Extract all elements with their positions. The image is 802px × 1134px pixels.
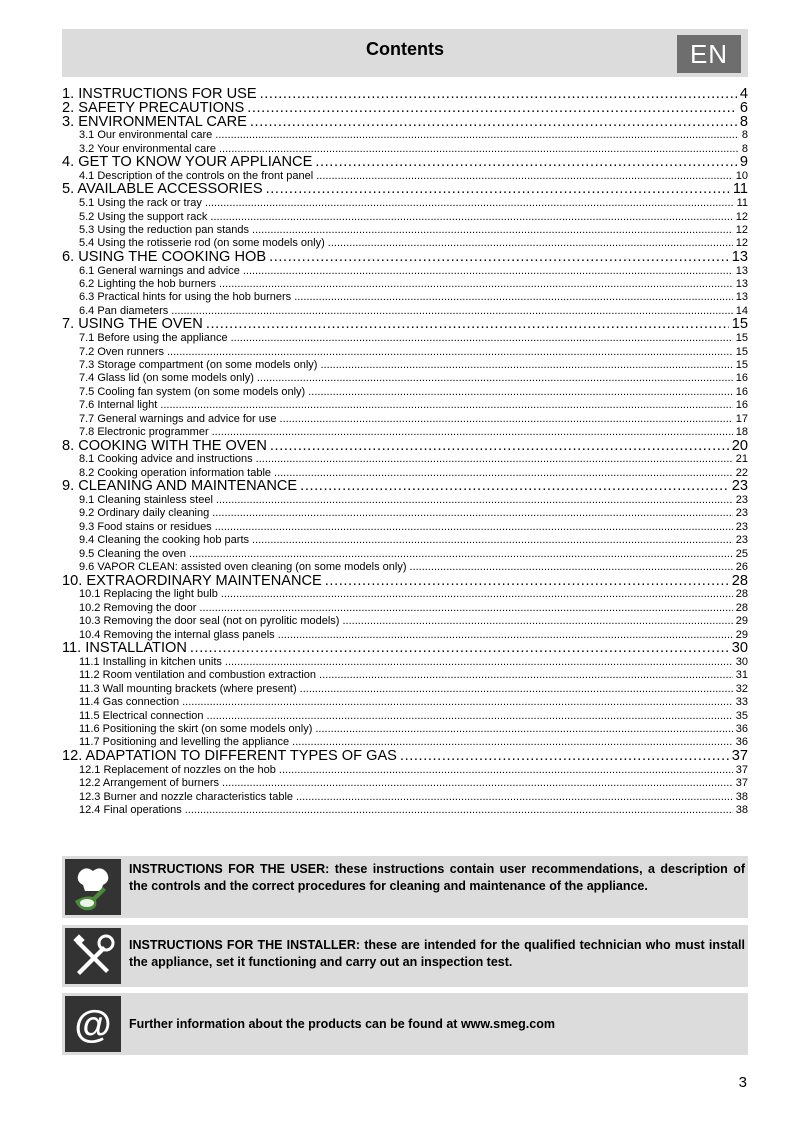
toc-leader-dots (216, 494, 733, 507)
toc-leader-dots (294, 291, 733, 304)
toc-leader-dots (215, 521, 733, 534)
toc-page-number: 23 (735, 493, 748, 506)
toc-entry-title: 11. INSTALLATION (62, 642, 187, 656)
toc-entry-title: 6. USING THE COOKING HOB (62, 250, 267, 265)
toc-leader-dots (205, 197, 734, 210)
toc-entry-title: 7. USING THE OVEN (62, 318, 203, 333)
toc-section (62, 359, 748, 372)
toc-page-number: 4 (739, 88, 748, 102)
toc-entry-title: 11.5 Electrical connection (79, 709, 204, 722)
toc-entry-title: 12.4 Final operations (79, 803, 182, 816)
toc-page-number: 13 (731, 250, 748, 265)
toc-page-number: 17 (735, 412, 748, 425)
toc-entry-title: 4.1 Description of the controls on the front panel (79, 169, 314, 182)
toc-leader-dots (219, 143, 739, 156)
toc-entry-title: 9.4 Cleaning the cooking hob parts (79, 534, 250, 547)
toc-leader-dots (300, 480, 729, 494)
toc-chapter (62, 575, 748, 589)
toc-leader-dots (212, 426, 733, 439)
toc-leader-dots (222, 777, 733, 790)
toc-leader-dots (247, 102, 737, 116)
toc-leader-dots (171, 305, 732, 318)
toc-leader-dots (308, 386, 733, 399)
toc-entry-title: 11.1 Installing in kitchen units (79, 655, 222, 668)
toc-entry-title: 9.1 Cleaning stainless steel (79, 493, 213, 506)
toc-entry-title: 7.2 Oven runners (79, 345, 164, 358)
toc-page-number: 15 (735, 332, 748, 345)
toc-page-number: 23 (735, 507, 748, 520)
toc-section (62, 291, 748, 304)
toc-page-number: 29 (735, 628, 748, 641)
toc-leader-dots (315, 156, 737, 170)
toc-page-number: 35 (735, 709, 748, 722)
toc-entry-title: 10.3 Removing the door seal (not on pyrolitic models) (79, 615, 340, 628)
toc-section (62, 346, 748, 359)
toc-page-number: 26 (735, 561, 748, 574)
toc-leader-dots (342, 615, 732, 628)
toc-page-number: 20 (731, 439, 748, 454)
installer-instructions-text: INSTRUCTIONS FOR THE INSTALLER: these are intended for the qualified technician who must install the appliance, set it functioning and carry out an inspection test. (129, 938, 745, 969)
page-number: 3 (738, 1074, 747, 1091)
toc-leader-dots (252, 534, 733, 547)
toc-entry-title: 6.4 Pan diameters (79, 304, 169, 317)
toc-entry-title: 7.1 Before using the appliance (79, 332, 228, 345)
toc-page-number: 16 (735, 372, 748, 385)
toc-entry-title: 6.2 Lighting the hob burners (79, 278, 216, 290)
toc-leader-dots (315, 723, 732, 736)
toc-chapter (62, 440, 748, 454)
toc-chapter (62, 156, 748, 170)
toc-leader-dots (280, 413, 733, 426)
toc-entry-title: 11.6 Positioning the skirt (on some models only) (79, 723, 313, 735)
toc-entry-title: 1. INSTRUCTIONS FOR USE (62, 88, 257, 102)
toc-section (62, 170, 748, 183)
toc-leader-dots (189, 548, 733, 561)
at-sign-icon (65, 996, 121, 1052)
toc-leader-dots (292, 736, 733, 749)
toc-section (62, 669, 748, 682)
toc-entry-title: 3.1 Our environmental care (79, 129, 213, 142)
toc-entry-title: 5.2 Using the support rack (79, 210, 208, 223)
toc-leader-dots (190, 642, 729, 656)
toc-section (62, 588, 748, 601)
svg-text:@: @ (74, 1004, 112, 1046)
toc-section (62, 224, 748, 237)
toc-page-number: 11 (736, 197, 748, 210)
tools-icon (65, 928, 121, 984)
toc-page-number: 13 (735, 278, 748, 290)
toc-entry-title: 12.3 Burner and nozzle characteristics table (79, 790, 294, 803)
toc-page-number: 10 (735, 169, 748, 182)
toc-entry-title: 4. GET TO KNOW YOUR APPLIANCE (62, 156, 313, 170)
toc-entry-title: 9.3 Food stains or residues (79, 520, 212, 533)
toc-leader-dots (400, 750, 729, 764)
toc-entry-title: 2. SAFETY PRECAUTIONS (62, 101, 245, 116)
toc-entry-title: 7.5 Cooling fan system (on some models only) (79, 385, 306, 398)
toc-section (62, 534, 748, 547)
toc-leader-dots (256, 453, 733, 466)
toc-leader-dots (250, 116, 737, 130)
toc-section (62, 453, 748, 466)
toc-section (62, 305, 748, 318)
toc-section (62, 372, 748, 385)
toc-leader-dots (182, 696, 733, 709)
toc-section (62, 602, 748, 615)
toc-section (62, 278, 748, 291)
toc-page-number: 38 (735, 790, 748, 803)
toc-page-number: 21 (735, 453, 748, 466)
toc-entry-title: 10.1 Replacing the light bulb (79, 588, 218, 601)
toc-page-number: 29 (735, 615, 748, 628)
toc-chapter (62, 642, 748, 656)
toc-section (62, 332, 748, 345)
toc-page-number: 13 (735, 291, 748, 304)
toc-leader-dots (252, 224, 733, 237)
toc-leader-dots (199, 602, 732, 615)
toc-page-number: 23 (735, 534, 748, 547)
chef-icon (65, 859, 121, 915)
further-info-text: Further information about the products can be found at www.smeg.com (129, 1017, 555, 1031)
toc-section (62, 521, 748, 534)
toc-leader-dots (215, 129, 739, 142)
toc-section (62, 399, 748, 412)
toc-leader-dots (279, 764, 733, 777)
toc-section (62, 804, 748, 817)
toc-entry-title: 12.2 Arrangement of burners (79, 777, 220, 790)
toc-chapter (62, 251, 748, 265)
toc-chapter (62, 102, 748, 116)
toc-leader-dots (320, 359, 732, 372)
toc-entry-title: 7.4 Glass lid (on some models only) (79, 372, 254, 385)
toc-leader-dots (225, 656, 733, 669)
toc-section (62, 386, 748, 399)
toc-entry-title: 12.1 Replacement of nozzles on the hob (79, 763, 276, 776)
toc-leader-dots (266, 183, 730, 197)
toc-section (62, 791, 748, 804)
toc-entry-title: 8.2 Cooking operation information table (79, 466, 272, 479)
toc-section (62, 197, 748, 210)
toc-section (62, 507, 748, 520)
toc-leader-dots (206, 318, 729, 332)
toc-page-number: 30 (735, 655, 748, 668)
toc-page-number: 13 (735, 264, 748, 277)
contents-header (62, 29, 748, 77)
toc-chapter (62, 318, 748, 332)
toc-section (62, 237, 748, 250)
toc-entry-title: 7.7 General warnings and advice for use (79, 412, 277, 425)
toc-page-number: 28 (731, 574, 748, 589)
toc-page-number: 30 (731, 642, 748, 656)
toc-page-number: 8 (741, 142, 748, 155)
toc-entry-title: 10. EXTRAORDINARY MAINTENANCE (62, 574, 322, 589)
toc-entry-title: 5.1 Using the rack or tray (79, 197, 202, 210)
toc-page-number: 38 (735, 803, 748, 816)
toc-entry-title: 9.6 VAPOR CLEAN: assisted oven cleaning (on some models only) (79, 561, 407, 574)
toc-entry-title: 6.3 Practical hints for using the hob burners (79, 291, 292, 304)
toc-chapter (62, 750, 748, 764)
toc-page-number: 32 (735, 682, 748, 695)
toc-entry-title: 9.5 Cleaning the oven (79, 547, 187, 560)
toc-leader-dots (300, 683, 733, 696)
toc-entry-title: 3. ENVIRONMENTAL CARE (62, 115, 247, 130)
toc-page-number: 33 (735, 696, 748, 709)
toc-leader-dots (221, 588, 733, 601)
toc-entry-title: 7.8 Electronic programmer (79, 426, 209, 439)
toc-page-number: 6 (739, 101, 748, 116)
toc-entry-title: 12. ADAPTATION TO DIFFERENT TYPES OF GAS (62, 749, 397, 764)
toc-section (62, 777, 748, 790)
toc-leader-dots (207, 710, 733, 723)
toc-leader-dots (319, 669, 733, 682)
language-badge: EN (677, 35, 741, 73)
toc-leader-dots (316, 170, 733, 183)
toc-page-number: 12 (735, 223, 748, 236)
toc-section (62, 736, 748, 749)
toc-leader-dots (410, 561, 733, 574)
toc-page-number: 15 (735, 345, 748, 358)
toc-section (62, 656, 748, 669)
toc-entry-title: 5. AVAILABLE ACCESSORIES (62, 183, 263, 198)
toc-leader-dots (278, 629, 733, 642)
user-instructions-box (62, 856, 748, 918)
toc-page-number: 16 (735, 385, 748, 398)
toc-entry-title: 5.4 Using the rotisserie rod (on some models only) (79, 237, 325, 250)
toc-page-number: 9 (739, 156, 748, 170)
toc-section (62, 265, 748, 278)
toc-leader-dots (328, 237, 733, 250)
toc-section (62, 129, 748, 142)
toc-page-number: 36 (735, 723, 748, 735)
toc-chapter (62, 480, 748, 494)
toc-leader-dots (274, 467, 733, 480)
toc-page-number: 28 (735, 588, 748, 601)
toc-section (62, 629, 748, 642)
toc-entry-title: 11.7 Positioning and levelling the appliance (79, 736, 290, 749)
toc-page-number: 22 (735, 466, 748, 479)
toc-chapter (62, 183, 748, 197)
toc-page-number: 18 (735, 426, 748, 439)
toc-page-number: 8 (739, 115, 748, 130)
toc-section (62, 723, 748, 736)
table-of-contents (62, 88, 748, 817)
toc-section (62, 696, 748, 709)
toc-entry-title: 8. COOKING WITH THE OVEN (62, 439, 267, 454)
toc-page-number: 36 (735, 736, 748, 749)
toc-section (62, 494, 748, 507)
toc-section (62, 561, 748, 574)
toc-page-number: 12 (735, 237, 748, 250)
toc-chapter (62, 116, 748, 130)
toc-section (62, 683, 748, 696)
toc-section (62, 764, 748, 777)
toc-leader-dots (185, 804, 733, 817)
toc-leader-dots (160, 399, 732, 412)
toc-entry-title: 11.3 Wall mounting brackets (where present) (79, 682, 297, 695)
toc-leader-dots (296, 791, 733, 804)
toc-page-number: 14 (735, 304, 748, 317)
toc-entry-title: 10.2 Removing the door (79, 601, 197, 614)
toc-page-number: 23 (735, 520, 748, 533)
toc-chapter (62, 88, 748, 102)
toc-page-number: 25 (735, 547, 748, 560)
toc-entry-title: 11.2 Room ventilation and combustion extraction (79, 669, 317, 682)
toc-page-number: 31 (735, 669, 748, 682)
toc-entry-title: 9.2 Ordinary daily cleaning (79, 507, 210, 520)
toc-section (62, 211, 748, 224)
toc-leader-dots (212, 507, 733, 520)
toc-page-number: 15 (731, 318, 748, 333)
toc-page-number: 8 (741, 129, 748, 142)
toc-page-number: 11 (732, 183, 748, 198)
toc-section (62, 413, 748, 426)
toc-entry-title: 9. CLEANING AND MAINTENANCE (62, 480, 298, 494)
toc-leader-dots (219, 278, 733, 291)
toc-page-number: 16 (735, 399, 748, 412)
toc-page-number: 23 (731, 480, 748, 494)
toc-entry-title: 7.6 Internal light (79, 399, 158, 412)
toc-entry-title: 5.3 Using the reduction pan stands (79, 223, 250, 236)
toc-leader-dots (257, 372, 733, 385)
toc-section (62, 615, 748, 628)
toc-entry-title: 6.1 General warnings and advice (79, 264, 240, 277)
toc-entry-title: 3.2 Your environmental care (79, 142, 216, 155)
toc-page-number: 15 (735, 358, 748, 371)
toc-section (62, 426, 748, 439)
toc-entry-title: 7.3 Storage compartment (on some models only) (79, 358, 318, 371)
toc-leader-dots (167, 346, 733, 359)
toc-page-number: 12 (735, 210, 748, 223)
toc-leader-dots (269, 251, 729, 265)
toc-entry-title: 10.4 Removing the internal glass panels (79, 628, 275, 641)
toc-leader-dots (243, 265, 733, 278)
toc-page-number: 37 (735, 777, 748, 790)
toc-page-number: 28 (735, 601, 748, 614)
toc-leader-dots (270, 440, 729, 454)
installer-instructions-box (62, 925, 748, 987)
toc-page-number: 37 (731, 749, 748, 764)
toc-leader-dots (231, 332, 733, 345)
toc-leader-dots (260, 88, 737, 102)
toc-section (62, 143, 748, 156)
toc-section (62, 710, 748, 723)
toc-section (62, 467, 748, 480)
toc-entry-title: 8.1 Cooking advice and instructions (79, 453, 253, 466)
toc-section (62, 548, 748, 561)
toc-page-number: 37 (735, 763, 748, 776)
toc-leader-dots (325, 575, 729, 589)
page-title: Contents (366, 39, 444, 59)
user-instructions-text: INSTRUCTIONS FOR THE USER: these instructions contain user recommendations, a description of the controls and the correct procedures for cleaning and maintenance of the appliance. (129, 862, 745, 893)
toc-entry-title: 11.4 Gas connection (79, 696, 180, 709)
further-info-box (62, 993, 748, 1055)
toc-leader-dots (210, 211, 732, 224)
